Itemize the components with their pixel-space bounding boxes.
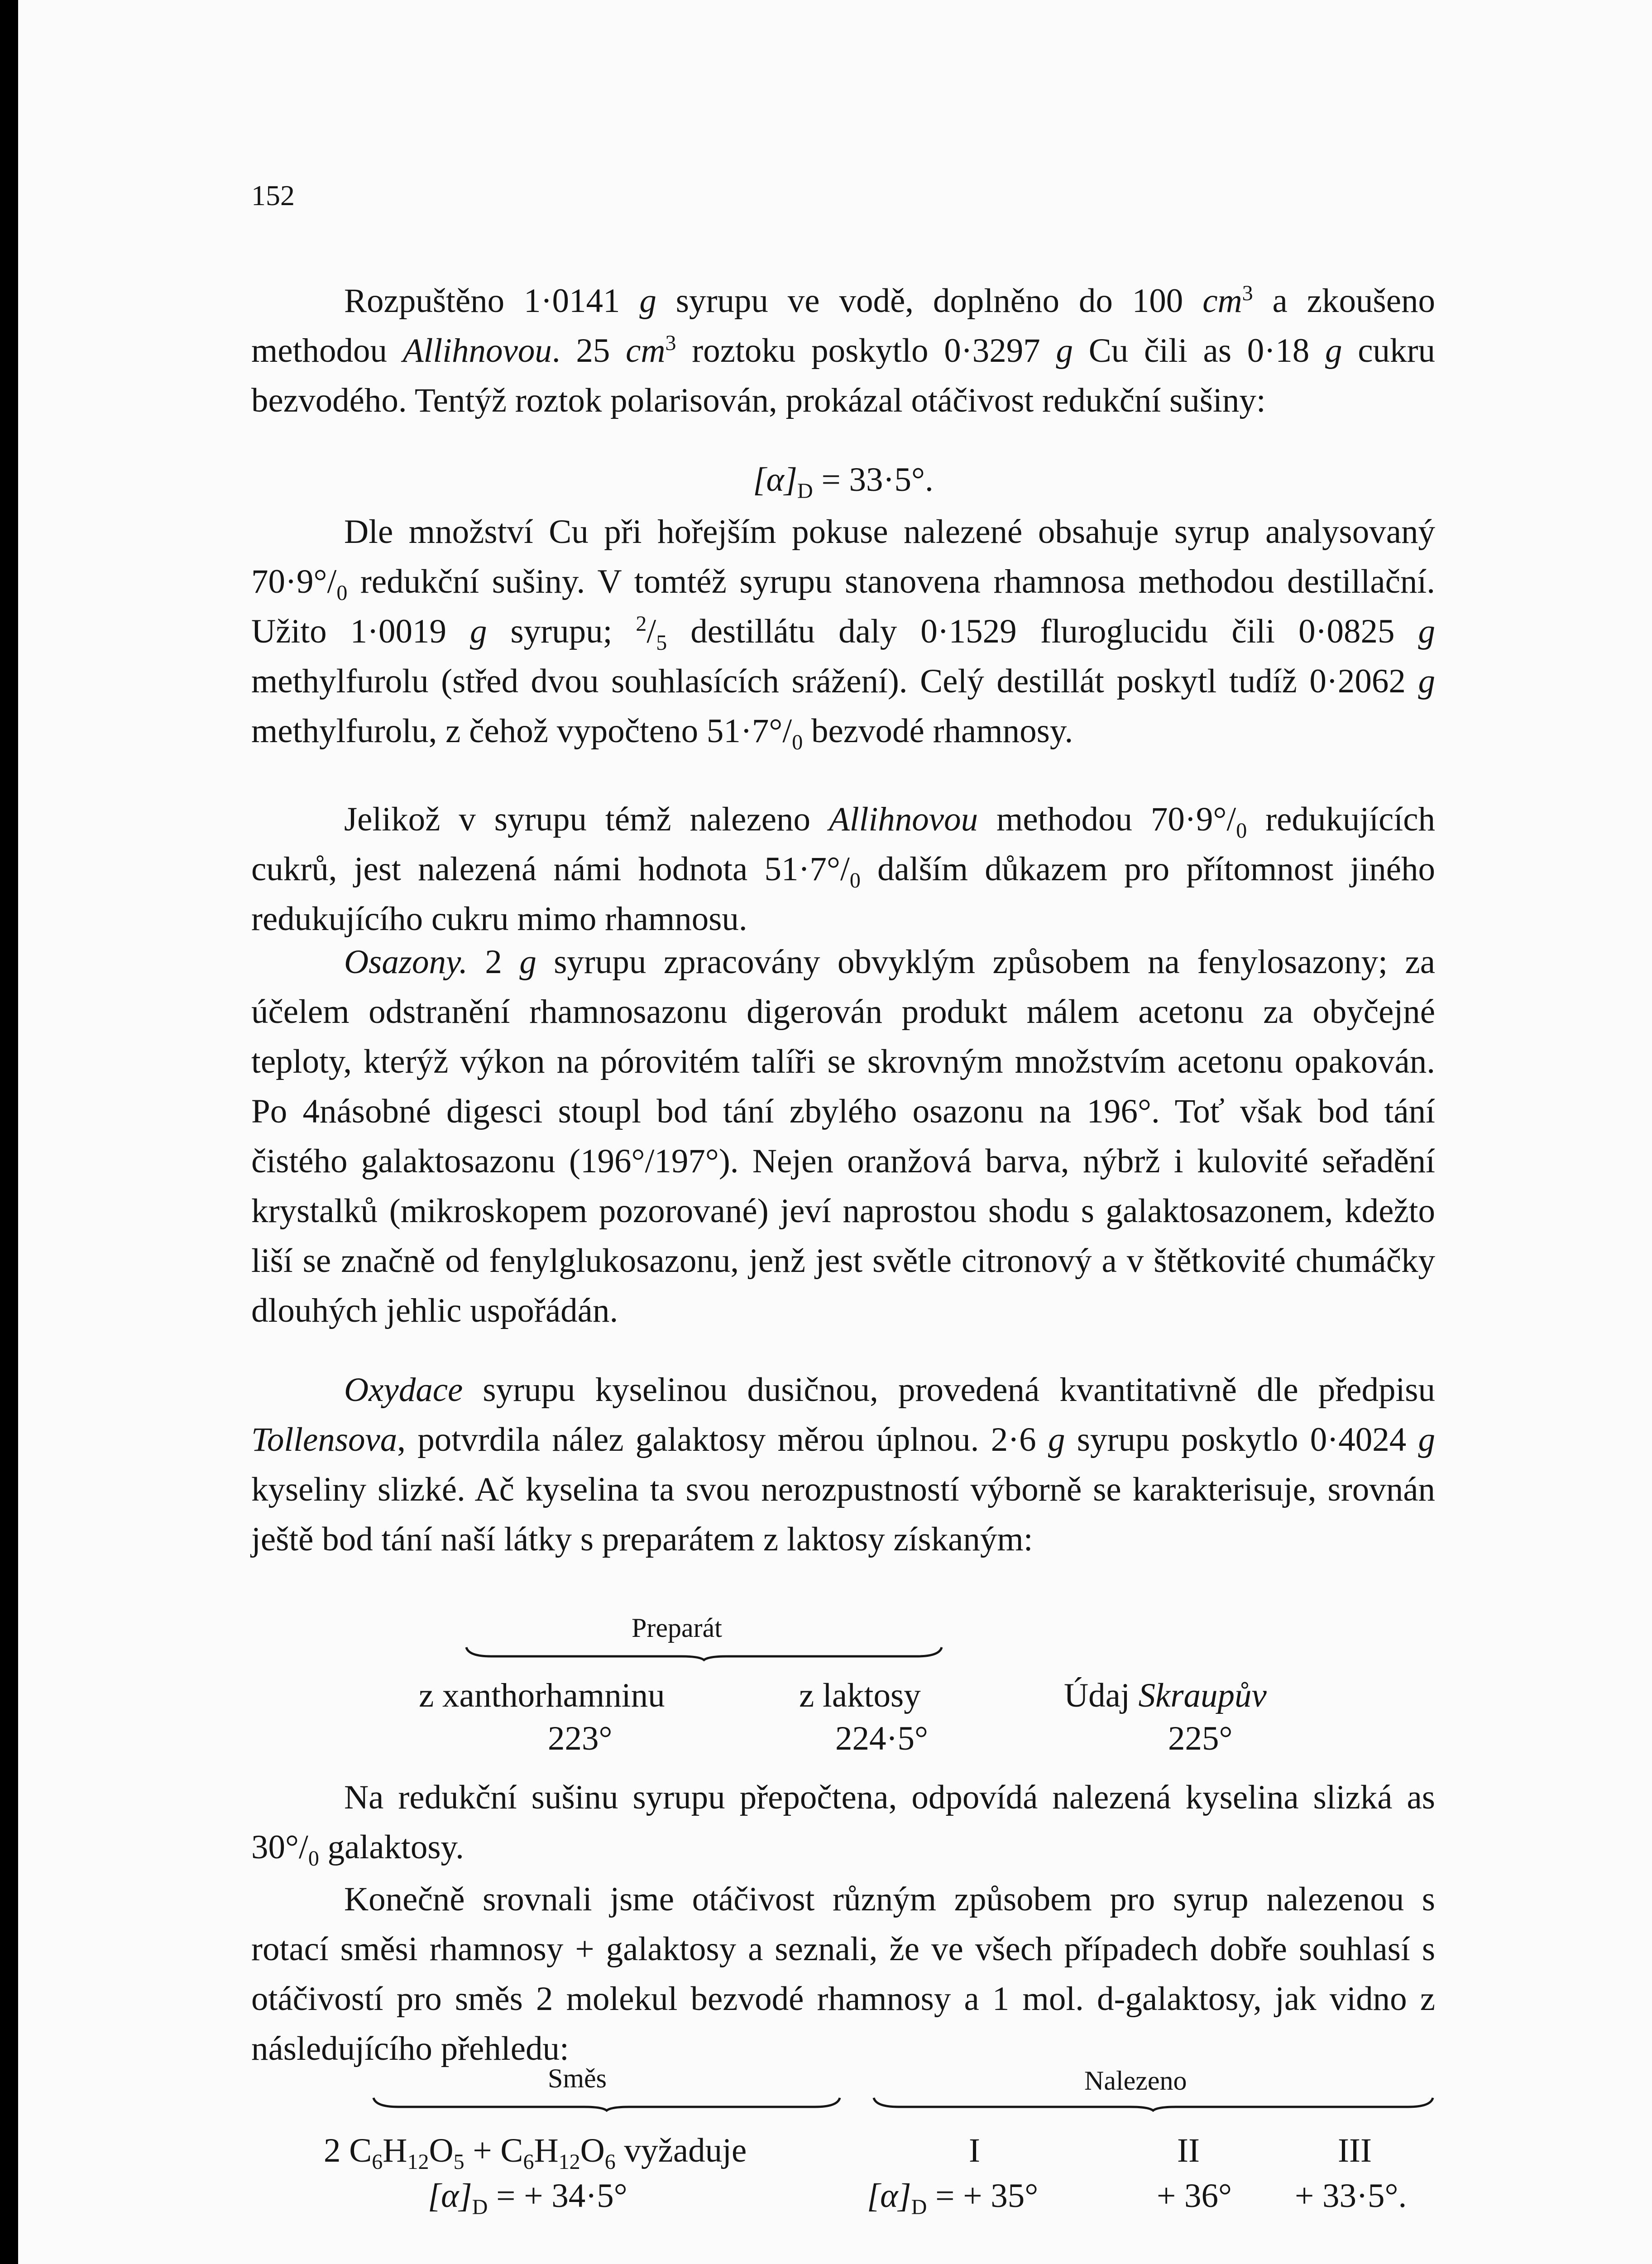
table1-col2-label: z laktosy [799,1677,921,1714]
table2-header-mix: Směs [548,2063,607,2093]
paragraph-3: Jelikož v syrupu témž nalezeno Allihnovou methodou $70\cdot 9^\circ/_0$ redukujících cukrů, jest nalezená námi hodnota $51\cdot 7^\circ/_0$ dalším důkazem pro přítomnost jiného redukujícího cukru mimo rhamnosu. [251,801,1435,938]
paragraph-5: Oxydace syrupu kyselinou dusičnou, provedená kvantitativně dle předpisu Tollensova, potvrdila nález galaktosy měrou úplnou. 2·6 g syrupu poskytlo 0·4024 g kyseliny slizké. Ač kyselina ta svou nerozpustností výborně se karakterisuje, srovnán ještě bod tání naší látky s preparátem z laktosy získaným: [251,1371,1436,1558]
table2-header-found: Nalezeno [1084,2066,1187,2096]
table2-value-I: $[\alpha]_D$ = + 35° [867,2177,1039,2219]
page-number: 152 [251,179,295,211]
table1-col1-label: z xanthorhamninu [419,1677,665,1714]
table1-col2-value: 224·5° [835,1720,928,1757]
table2-brace-left [371,2094,842,2112]
paragraph-6: Na redukční sušinu syrupu přepočtena, odpovídá nalezená kyselina slizká as $30^\circ/_0$ galaktosy. [251,1779,1435,1871]
paragraph-1: Rozpuštěno 1·0141 g syrupu ve vodě, doplněno do 100 $cm^3$ a zkoušeno methodou Allihnovou. 25 $cm^3$ roztoku poskytlo 0·3297 g Cu čili as 0·18 g cukru bezvodého. Tentýž roztok polarisován, prokázal otáčivost redukční sušiny: [251,281,1436,419]
paragraph-4: Osazony. 2 g syrupu zpracovány obvyklým způsobem na fenylosazony; za účelem odstranění rhamnosazonu digerován produkt málem acetonu za obyčejné teploty, kterýž výkon na pórovitém talíři se skrovným množstvím acetonu opakován. Po 4násobné digesci stoupl bod tání zbylého osazonu na 196°. Toť však bod tání čistého galaktosazonu (196°/197°). Nejen oranžová barva, nýbrž i kulovité seřadění krystalků (mikroskopem pozorované) jeví naprostou shodu s galaktosazonem, kdežto liší se značně od fenylglukosazonu, jenž jest světle citronový a v štětkovité chumáčky dlouhých jehlic uspořádán. [251,943,1436,1329]
table1-col3-label: Údaj Skraupův [1064,1677,1267,1714]
table1-col3-value: 225° [1168,1720,1233,1757]
table2-value-III: + 33·5°. [1295,2177,1407,2215]
table2-col-III: III [1338,2132,1372,2169]
table2-value-II: + 36° [1157,2177,1232,2215]
table2-formula: 2 $C_6H_{12}O_5 + C_6H_{12}O_6$ vyžaduje [324,2132,747,2174]
paragraph-7: Konečně srovnali jsme otáčivost různým způsobem pro syrup nalezenou s rotací směsi rhamnosy + galaktosy a seznali, že ve všech případech dobře souhlasí s otáčivostí pro směs 2 molekul bezvodé rhamnosy a 1 mol. d-galaktosy, jak vidno z následujícího přehledu: [251,1880,1435,2067]
table2-brace-right [871,2094,1435,2112]
table1-col1-value: 223° [548,1720,613,1757]
rotation-formula-1: $[\alpha]_D = 33\cdot 5^\circ$. [753,461,934,503]
table1-brace [464,1644,944,1662]
table2-col-II: II [1177,2132,1200,2169]
table2-required-rotation: $[\alpha]_D$ = + 34·5° [428,2177,627,2219]
table2-col-I: I [969,2132,980,2169]
table1-header: Preparát [632,1613,722,1643]
paragraph-2: Dle množství Cu při hořejším pokuse nalezené obsahuje syrup analysovaný $70\cdot 9^\circ/_0$ redukční sušiny. V tomtéž syrupu stanovena rhamnosa methodou destillační. Užito 1·0019 g syrupu; $^2/_5$ destillátu daly 0·1529 fluroglucidu čili 0·0825 g methylfurolu (střed dvou souhlasících srážení). Celý destillát poskytl tudíž 0·2062 g methylfurolu, z čehož vypočteno $51\cdot 7^\circ/_0$ bezvodé rhamnosy. [251,513,1435,754]
